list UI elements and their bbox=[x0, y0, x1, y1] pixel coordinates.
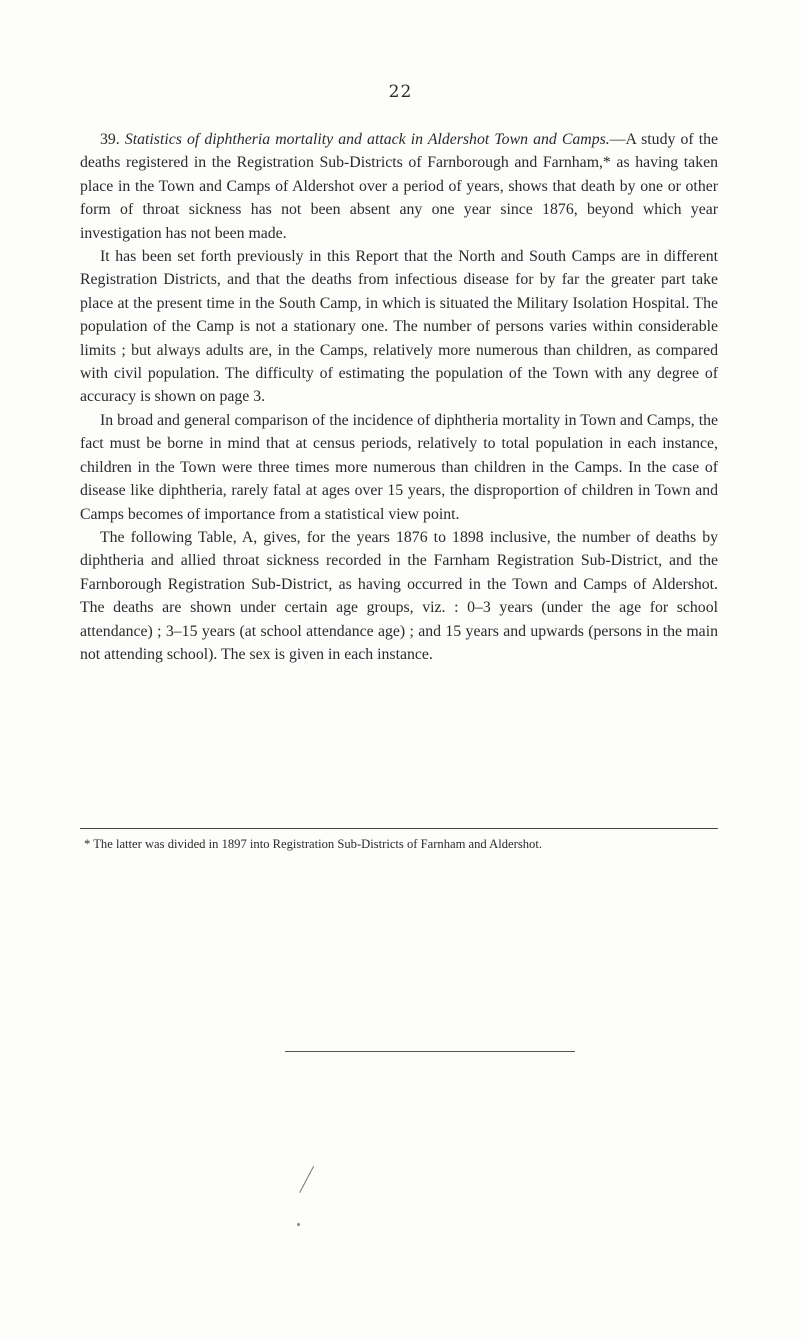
body-text bbox=[80, 128, 718, 666]
section-number: 39. bbox=[100, 131, 120, 148]
paragraph-2: It has been set forth previously in this Report that the North and South Camps are in different Registration Districts, and that the deaths from infectious disease for by far the greater part take place at the present time in the South Camp, in which is situated the Military Isolation Hospital. The population of the Camp is not a stationary one. The number of persons varies within considerable limits ; but always adults are, in the Camps, relatively more numerous than children, as compared with civil population. The difficulty of estimating the population of the Town with any degree of accuracy is shown on page 3. bbox=[80, 248, 718, 406]
section-heading: Statistics of diphtheria mortality and attack in Aldershot Town and Camps. bbox=[124, 131, 610, 148]
footnote: * The latter was divided in 1897 into Registration Sub-Districts of Farnham and Aldershot. bbox=[84, 837, 542, 851]
heading-dash: — bbox=[609, 131, 626, 148]
decorative-rule bbox=[285, 1051, 575, 1052]
section-paragraph bbox=[80, 128, 718, 245]
page-number: 22 bbox=[388, 82, 413, 102]
stray-pen-mark bbox=[299, 1166, 316, 1194]
paragraph-4: The following Table, A, gives, for the years 1876 to 1898 inclusive, the number of deaths by diphtheria and allied throat sickness recorded in the Farnham Registration Sub-District, and the Farnborough Registration Sub-District, as having occurred in the Town and Camps of Aldershot. The deaths are shown under certain age groups, viz. : 0–3 years (under the age for school attendance) ; 3–15 years (at school attendance age) ; and 15 years and upwards (persons in the main not attending school). The sex is given in each instance. bbox=[80, 528, 718, 663]
paragraph-3: In broad and general comparison of the incidence of diphtheria mortality in Town and Camps, the fact must be borne in mind that at census periods, relatively to total population in each instance, children in the Town were three times more numerous than children in the Camps. In the case of disease like diphtheria, rarely fatal at ages over 15 years, the disproportion of children in Town and Camps becomes of importance from a statistical view point. bbox=[80, 411, 718, 523]
stray-ink-dot bbox=[297, 1223, 300, 1226]
paragraph-1: A study of the deaths registered in the Registration Sub-Districts of Farnborough and Farnham,* as having taken place in the Town and Camps of Aldershot over a period of years, shows that death by one or other form of throat sickness has not been absent any one year since 1876, beyond which year investigation has not been made. bbox=[80, 131, 719, 242]
footnote-divider bbox=[80, 828, 718, 829]
